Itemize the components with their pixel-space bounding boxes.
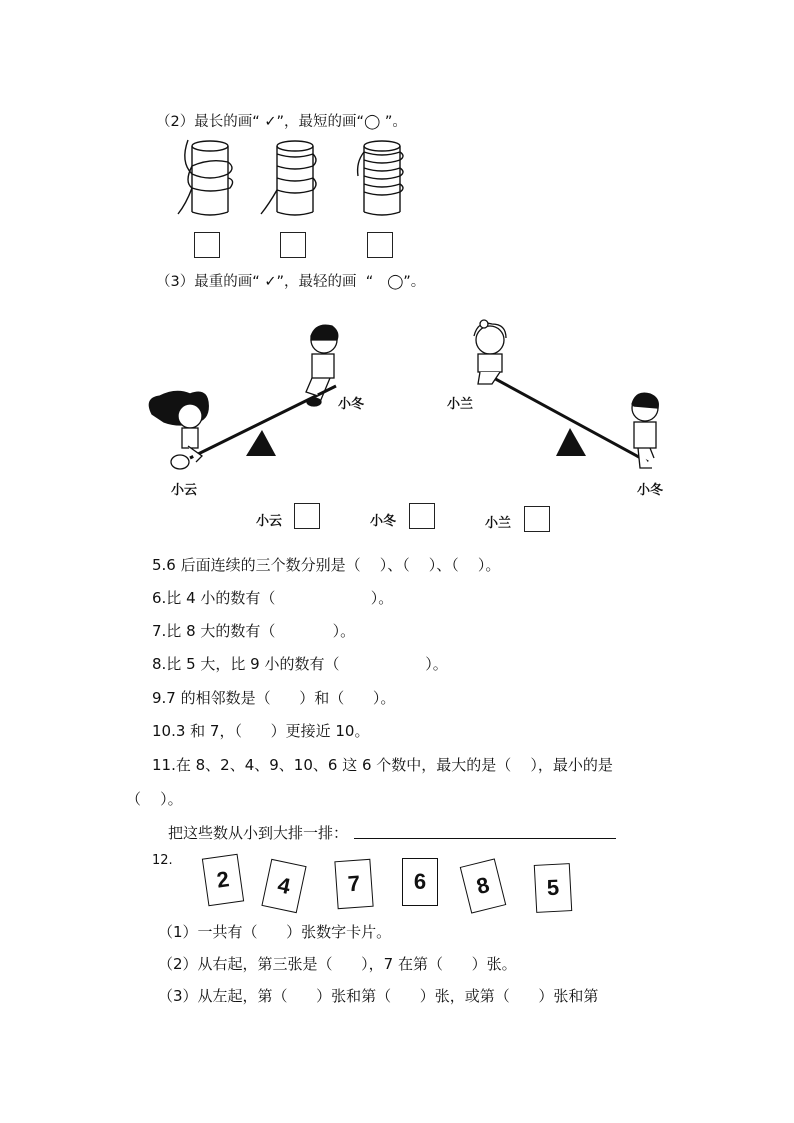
seesaw-right-low-label: 小冬 [637,483,664,498]
answer-label-xiaolan: 小兰 [485,516,512,531]
answer-box-cylinder-1[interactable] [194,232,220,258]
question-12-part-3: （3）从左起，第（ ）张和第（ ）张，或第（ ）张和第 [158,987,599,1005]
question-6: 6.比 4 小的数有（ ）。 [152,589,394,607]
q2-instruction: （2）最长的画“ ✓”，最短的画“◯ ”。 [156,114,407,130]
child-xiaoyun-icon [149,391,208,469]
seesaw-left [190,386,336,458]
question-11-line-2: （ ）。 [126,790,183,808]
question-9: 9.7 的相邻数是（ ）和（ ）。 [152,689,396,707]
answer-box-xiaodong[interactable] [409,503,435,529]
number-card: 8 [460,858,507,913]
cylinder-2 [261,141,316,215]
seesaw-left-high-label: 小冬 [338,397,365,412]
answer-box-cylinder-3[interactable] [367,232,393,258]
seesaw-right [490,376,648,462]
seesaw-illustrations [140,318,700,498]
question-11-sort-prompt: 把这些数从小到大排一排： [168,824,349,842]
q3-instruction: （3）最重的画“ ✓”，最轻的画 “ ◯”。 [156,274,426,290]
question-7: 7.比 8 大的数有（ ）。 [152,622,356,640]
answer-box-xiaolan[interactable] [524,506,550,532]
cylinder-figures [170,132,430,222]
number-card: 4 [261,859,306,913]
answer-box-cylinder-2[interactable] [280,232,306,258]
question-5: 5.6 后面连续的三个数分别是（ ）、（ ）、（ ）。 [152,556,501,574]
question-8: 8.比 5 大，比 9 小的数有（ ）。 [152,655,448,673]
cylinder-1 [178,140,233,215]
question-12-label: 12. [152,853,173,868]
number-card: 2 [202,854,244,907]
question-12-part-1: （1）一共有（ ）张数字卡片。 [158,923,392,941]
child-xiaolan-icon [474,320,506,384]
seesaw-left-low-label: 小云 [171,483,198,498]
question-11-line-1: 11.在 8、2、4、9、10、6 这 6 个数中，最大的是（ ），最小的是 [152,756,613,774]
number-card: 5 [534,863,572,913]
question-12-part-2: （2）从右起，第三张是（ ），7 在第（ ）张。 [158,955,517,973]
question-10: 10.3 和 7，（ ）更接近 10。 [152,722,370,740]
sort-answer-line[interactable] [354,838,616,839]
answer-label-xiaodong: 小冬 [370,514,397,529]
seesaw-right-high-label: 小兰 [447,397,474,412]
number-card: 7 [334,859,373,909]
number-card: 6 [402,858,438,906]
cylinder-3 [358,141,403,215]
answer-box-xiaoyun[interactable] [294,503,320,529]
answer-label-xiaoyun: 小云 [256,514,283,529]
